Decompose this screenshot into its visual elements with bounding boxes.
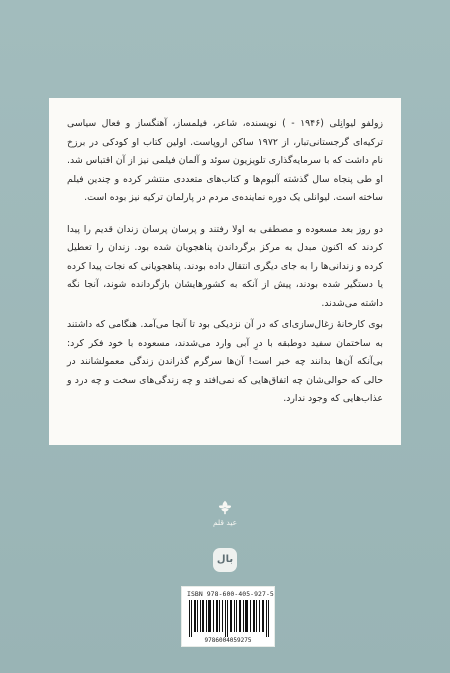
- excerpt-paragraph-2: بوی کارخانهٔ زغال‌سازی‌ای که در آن نزدیکی بود تا آنجا می‌آمد. هنگامی که داشتند به ساختمان سفید دوطبقه با درِ آبی وارد می‌شدند، مسعوده با خود فکر کرد: بی‌آنکه آن‌ها بدانند چه خبر است! آن‌ها سرگرم گذراندن زندگی معمولشانند در حالی که حوالی‌شان چه اتفاق‌هایی که نمی‌افتد و چه زندگی‌های سخت و چه درد و عذاب‌هایی که وجود ندارد.: [67, 319, 383, 405]
- barcode-number: 9786004059275: [204, 637, 252, 644]
- isbn-label: ISBN 978-600-405-927-5: [187, 590, 274, 598]
- isbn-barcode-box: [181, 586, 275, 647]
- author-bio: زولفو لیوانِلی (۱۹۴۶ - ) نویسنده، شاعر، فیلمساز، آهنگساز و فعال سیاسی ترکیه‌ای گرجستانی‌تبار، از ۱۹۷۲ ساکن اروپاست. اولین کتاب او کودکی در برزخ نام داشت که با سرمایه‌گذاری تلویزیون سوئد و آلمان فیلمی نیز از آن اقتباس شد. او طی پنجاه سال گذشته آلبوم‌ها و کتاب‌های متعددی منتشر کرده و چندین فیلم ساخته است. لیوانلی یک دوره نماینده‌ی مردم در پارلمان ترکیه نیز بوده است.: [67, 118, 383, 204]
- publisher-label: عید قلم: [212, 517, 238, 527]
- imprint-logo-icon: [213, 548, 237, 572]
- barcode-icon: [187, 600, 271, 637]
- flower-logo-icon: [216, 498, 234, 516]
- book-excerpt: [67, 221, 383, 409]
- text-panel: [49, 98, 401, 445]
- imprint-logo-text: بال: [216, 554, 234, 565]
- publisher-logo: [198, 489, 252, 535]
- excerpt-paragraph-1: دو روز بعد مسعوده و مصطفی به اولا رفتند و پرسان پرسان زندان قدیم را پیدا کردند که اکنون مبدل به مرکز برگرداندن پناهجویان شده بود. زندان را تعطیل کرده و زندانی‌ها را به جای دیگری انتقال داده بودند. پناهجویانی که نجات پیدا کرده یا دستگیر شده بودند، پیش از آنکه به کشورهایشان بازگردانده شوند، آنجا نگه داشته می‌شدند.: [67, 223, 383, 309]
